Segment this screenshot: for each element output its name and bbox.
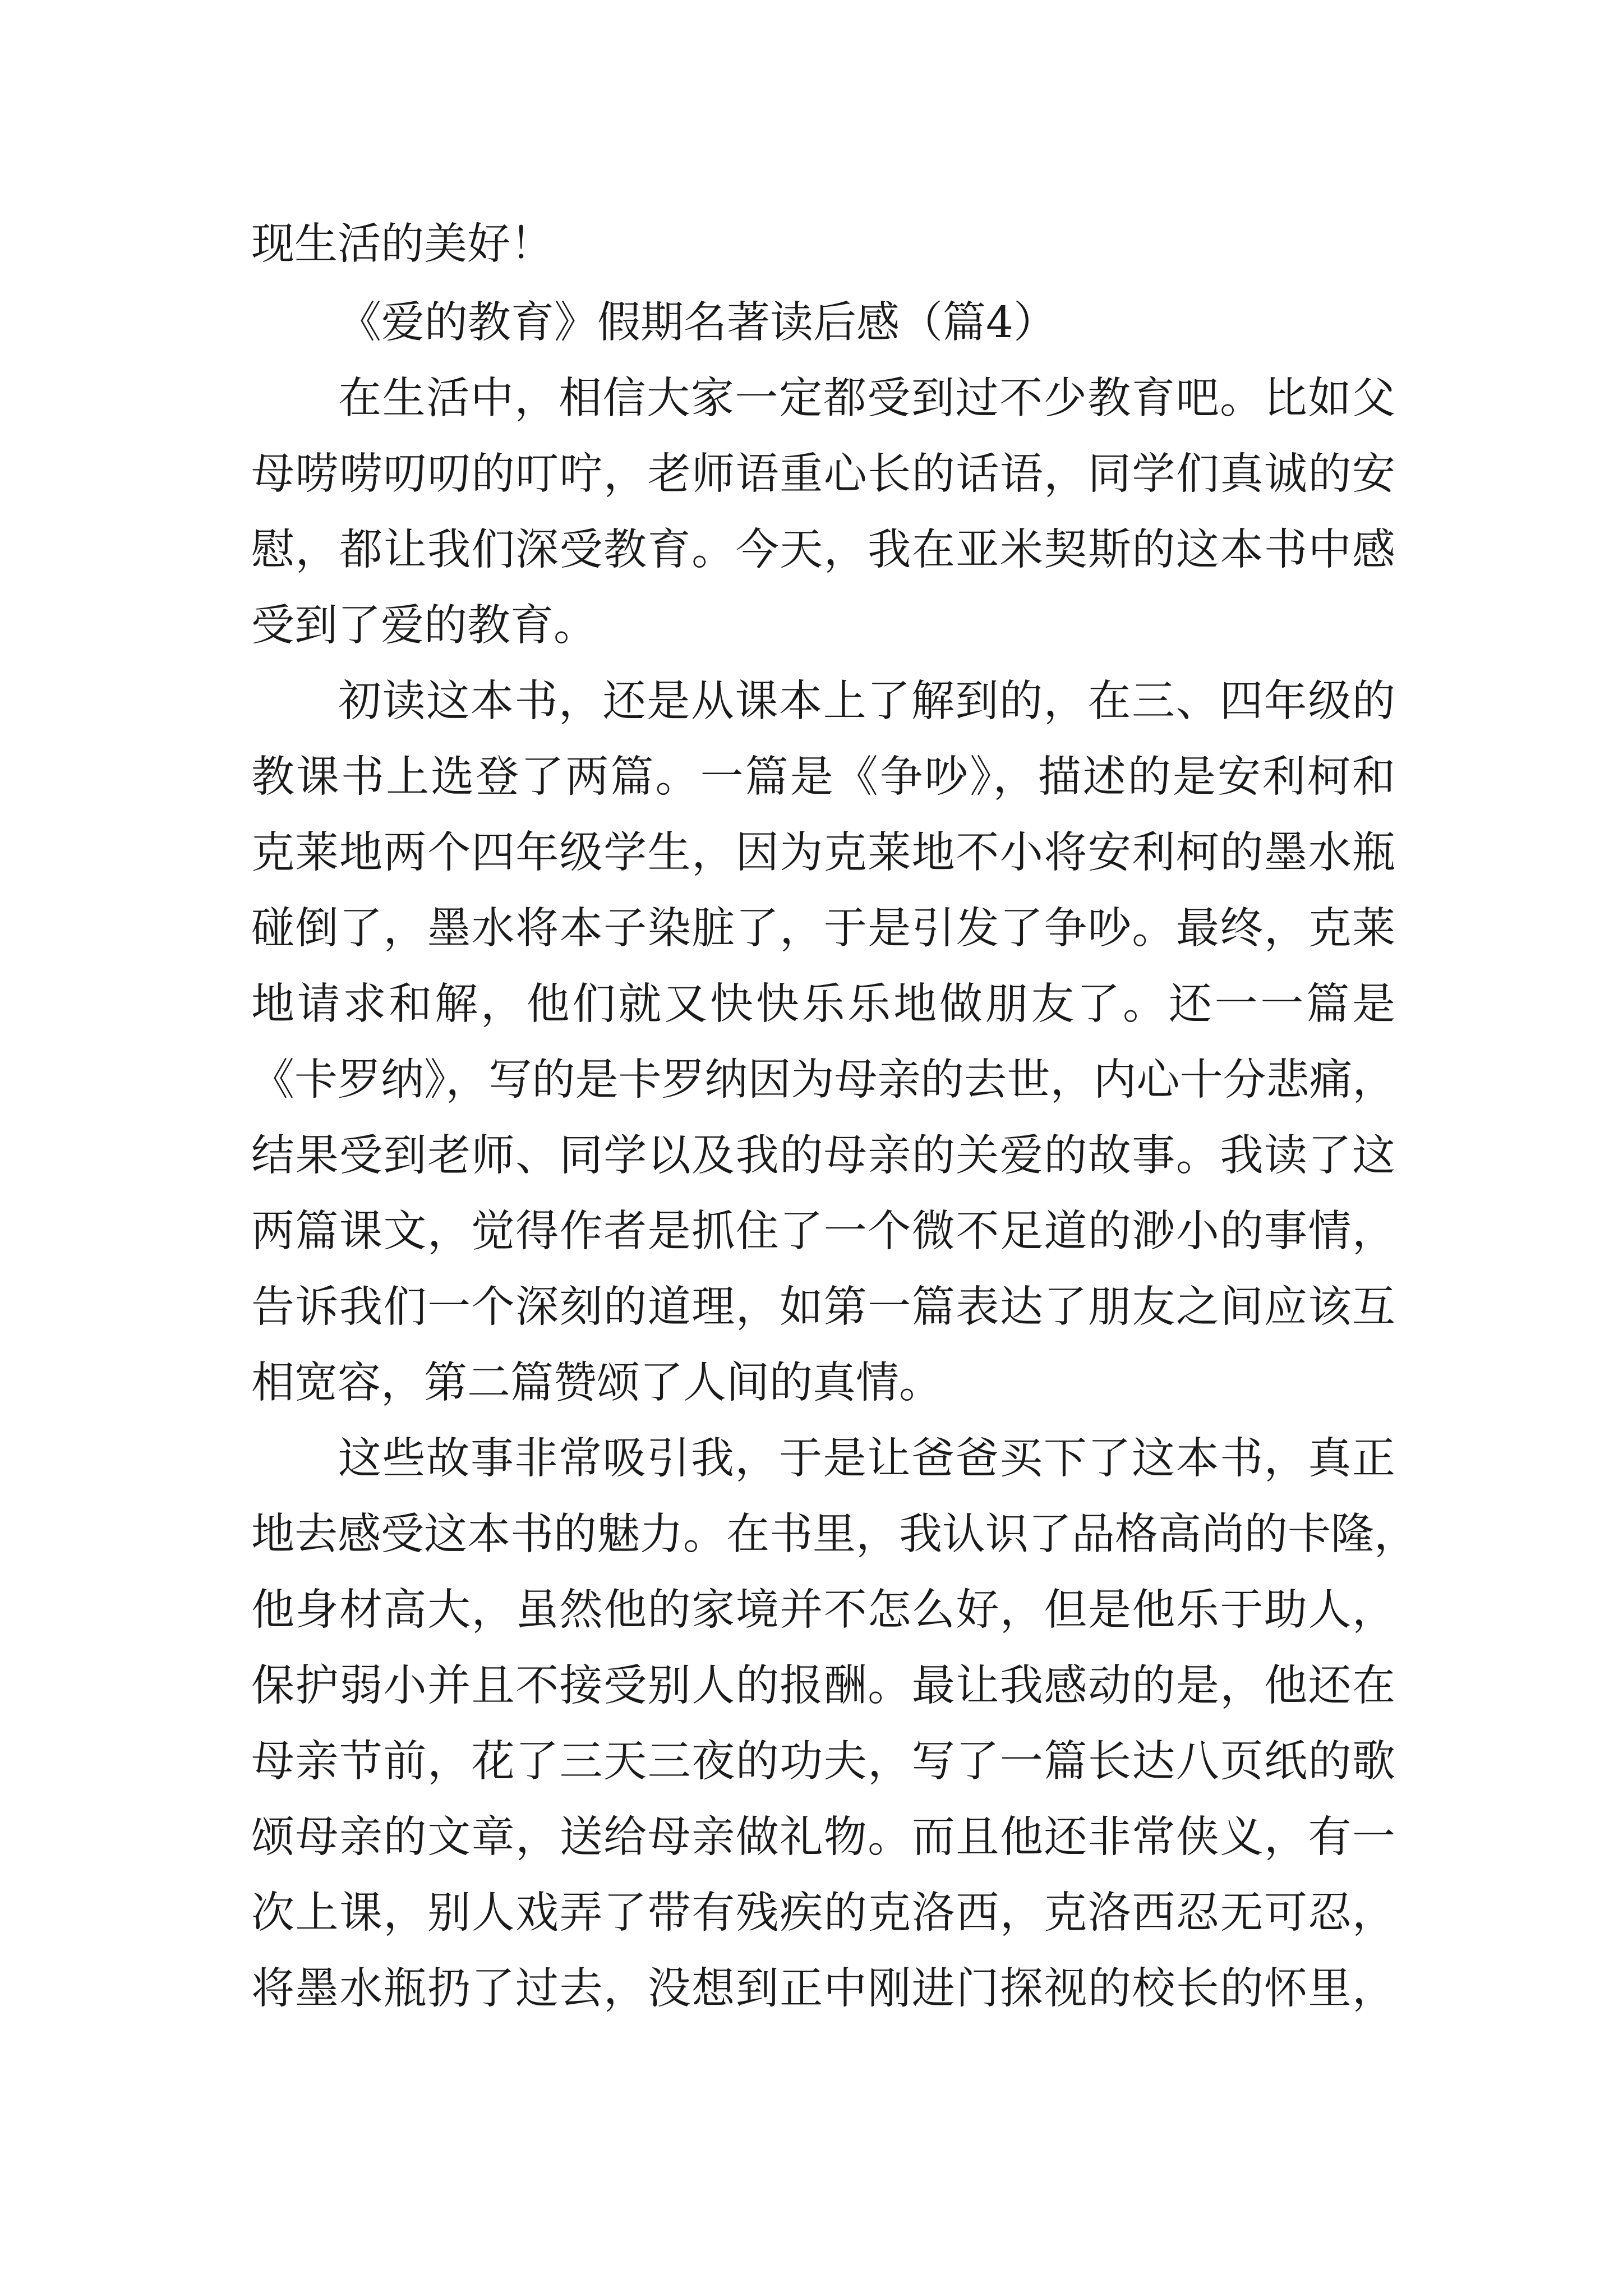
text-line: 克莱地两个四年级学生，因为克莱地不小将安利柯的墨水瓶 (251, 828, 1395, 878)
text-line: 两篇课文，觉得作者是抓住了一个微不足道的渺小的事情， (251, 1207, 1395, 1257)
text-line: 结果受到老师、同学以及我的母亲的关爱的故事。我读了这 (251, 1131, 1395, 1181)
text-line: 次上课，别人戏弄了带有残疾的克洛西，克洛西忍无可忍， (251, 1888, 1395, 1938)
text-line: 母亲节前，花了三天三夜的功夫，写了一篇长达八页纸的歌 (251, 1737, 1395, 1787)
text-line: 相宽容，第二篇赞颂了人间的真情。 (251, 1358, 942, 1408)
text-line: 母唠唠叨叨的叮咛，老师语重心长的话语，同学们真诚的安 (251, 449, 1395, 499)
text-line: 现生活的美好！ (251, 219, 554, 269)
text-line: 受到了爱的教育。 (251, 601, 597, 651)
text-line: 这些故事非常吸引我，于是让爸爸买下了这本书，真正 (338, 1434, 1395, 1484)
text-line: 告诉我们一个深刻的道理，如第一篇表达了朋友之间应该互 (251, 1282, 1395, 1332)
text-line: 将墨水瓶扔了过去，没想到正中刚进门探视的校长的怀里， (251, 1964, 1395, 2014)
text-line: 教课书上选登了两篇。一篇是《争吵》，描述的是安利柯和 (251, 752, 1395, 802)
text-line: 保护弱小并且不接受别人的报酬。最让我感动的是，他还在 (251, 1661, 1395, 1711)
text-line: 颂母亲的文章，送给母亲做礼物。而且他还非常侠义，有一 (251, 1812, 1395, 1862)
text-line: 地去感受这本书的魅力。在书里，我认识了品格高尚的卡隆， (251, 1510, 1417, 1559)
text-line: 地请求和解，他们就又快快乐乐地做朋友了。还一一篇是 (251, 979, 1395, 1029)
section-heading: 《爱的教育》假期名著读后感（篇4） (338, 298, 1057, 348)
text-line: 初读这本书，还是从课本上了解到的，在三、四年级的 (338, 677, 1395, 726)
text-line: 《卡罗纳》，写的是卡罗纳因为母亲的去世，内心十分悲痛， (251, 1055, 1396, 1105)
text-line: 在生活中，相信大家一定都受到过不少教育吧。比如父 (338, 374, 1395, 424)
text-line: 碰倒了，墨水将本子染脏了，于是引发了争吵。最终，克莱 (251, 904, 1395, 954)
text-line: 他身材高大，虽然他的家境并不怎么好，但是他乐于助人， (251, 1585, 1395, 1635)
text-line: 慰，都让我们深受教育。今天，我在亚米契斯的这本书中感 (251, 525, 1395, 575)
